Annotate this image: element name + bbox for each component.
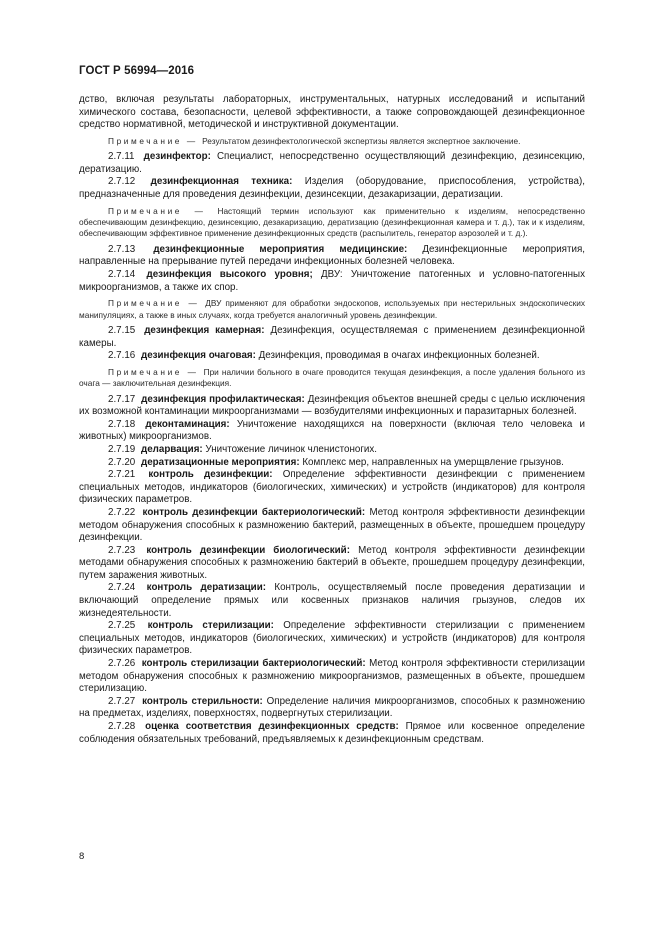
definition-2-7-19 — [79, 444, 585, 457]
note-label: Примечание — — [108, 366, 199, 377]
definition-text: Дезинфекция объектов внешней среды с целью исключения их возможной контаминации микроорганизмами — возбудителями инфекционных и паразитарных болезней. — [79, 393, 585, 418]
document-header-title: ГОСТ Р 56994—2016 — [79, 65, 195, 77]
definition-term: контроль дезинфекции биологический: — [146, 544, 350, 556]
definition-number: 2.7.26 — [108, 658, 136, 670]
definition-text: ДВУ: Уничтожение патогенных и условно-патогенных микроорганизмов, а также их спор. — [79, 268, 585, 293]
definition-2-7-24 — [79, 582, 585, 620]
note-text: ДВУ применяют для обработки эндоскопов, используемых при нестерильных эндоскопических манипуляциях, а также в иных случаях, когда требуется аналогичный уровень дезинфекции. — [79, 298, 586, 320]
definition-text: Уничтожение находящихся на поверхности (включая тело человека и животных) микроорганизмов. — [79, 418, 585, 443]
definition-term: дератизационные мероприятия: — [140, 456, 300, 468]
note — [79, 136, 585, 147]
definition-text: Определение эффективности дезинфекции с применением специальных методов, индикаторов (биологических, химических) и устройств (индикаторов) для контроля физических параметров. — [79, 469, 585, 506]
definition-text: Контроль, осуществляемый после проведения дератизации и включающий определение прямых или косвенных признаков наличия грызунов, следов их жизнедеятельности. — [79, 582, 585, 619]
definition-number: 2.7.17 — [108, 393, 136, 405]
definition-number: 2.7.19 — [108, 443, 136, 455]
definition-number: 2.7.11 — [108, 151, 135, 163]
definition-number: 2.7.21 — [108, 469, 136, 481]
definition-2-7-21 — [79, 469, 585, 507]
definition-term: дезинфекционные мероприятия медицинские: — [153, 243, 408, 255]
definition-number: 2.7.23 — [108, 544, 136, 556]
note-label: Примечание — — [108, 298, 200, 309]
definition-2-7-15 — [79, 325, 585, 350]
note — [79, 206, 585, 240]
definition-2-7-28 — [79, 721, 585, 746]
definition-number: 2.7.22 — [108, 506, 136, 518]
definition-term: контроль дератизации: — [146, 582, 266, 594]
definition-number: 2.7.18 — [108, 418, 136, 430]
definition-2-7-18 — [79, 419, 585, 444]
definition-text: Метод контроля эффективности дезинфекции методами обнаружения способных к размножению бактерий в объекте, прошедшем процедуру дезинфекции, путем заражения животных. — [79, 544, 586, 581]
definition-number: 2.7.25 — [108, 620, 136, 632]
definition-number: 2.7.12 — [108, 176, 136, 188]
note-text: Результатом дезинфектологической экспертизы является экспертное заключение. — [202, 135, 521, 146]
definition-term: деконтаминация: — [145, 418, 230, 430]
definition-term: дезинфекция высокого уровня; — [146, 268, 313, 280]
definition-2-7-20 — [79, 457, 585, 470]
definition-2-7-12 — [79, 176, 585, 201]
definition-text: Определение эффективности стерилизации с применением специальных методов, индикаторов (биологических, химических) и устройств (индикаторов) для контроля физических параметров. — [79, 620, 585, 657]
definition-term: оценка соответствия дезинфекционных средств: — [145, 721, 399, 732]
definition-term: дезинфекция очаговая: — [140, 350, 256, 362]
definition-2-7-27 — [79, 696, 585, 721]
note-label: Примечание — — [108, 205, 206, 216]
page-number: 8 — [79, 851, 85, 862]
definition-number: 2.7.14 — [108, 268, 136, 280]
definition-2-7-17 — [79, 394, 585, 419]
note — [79, 367, 585, 390]
definition-term: контроль дезинфекции: — [148, 469, 273, 481]
note-text: Настоящий термин используют как применительно к изделиям, непосредственно обеспечивающим дезинфекцию, дезинсекцию, дезакаризацию, дератизацию (дезинфекционная камера и т. д.), так и к изделиям, обеспечивающим эффективное применение дезинфекционных средств (распылитель, генератор аэрозолей и т. д.). — [79, 205, 586, 239]
definition-text: Прямое или косвенное определение соблюдения обязательных требований, предъявляемых к дезинфекционным средствам. — [79, 721, 585, 745]
definition-term: контроль стерильности: — [142, 695, 263, 707]
note-label: Примечание — — [108, 135, 198, 146]
definition-number: 2.7.24 — [108, 582, 136, 594]
definition-number: 2.7.20 — [108, 456, 136, 468]
note — [79, 298, 585, 321]
definition-number: 2.7.28 — [108, 721, 136, 732]
definition-text: Комплекс мер, направленных на умерщвление грызунов. — [302, 456, 564, 468]
definition-2-7-23 — [79, 545, 585, 583]
definition-term: дезинфектор: — [143, 151, 211, 163]
definition-number: 2.7.15 — [108, 324, 136, 336]
definition-2-7-25 — [79, 620, 585, 658]
note-text: При наличии больного в очаге проводится текущая дезинфекция, а после удаления больного из очага — заключительная дезинфекция. — [79, 366, 585, 389]
definition-term: контроль стерилизации бактериологический: — [141, 658, 366, 670]
definition-2-7-16 — [79, 350, 585, 363]
definition-text: Определение наличия микроорганизмов, способных к размножению на предметах, изделиях, поверхностях, подвергнутых стерилизации. — [79, 695, 585, 720]
definition-text: Метод контроля эффективности стерилизации методом обнаружения способных к размножению микроорганизмов, размещенных в объекте, прошедшем стерилизацию. — [79, 658, 585, 695]
definition-term: контроль дезинфекции бактериологический: — [142, 506, 366, 518]
definition-2-7-13 — [79, 244, 585, 269]
definition-term: дезинфекция камерная: — [144, 324, 265, 336]
definition-2-7-11 — [79, 151, 585, 176]
definition-text: Уничтожение личинок членистоногих. — [205, 443, 377, 455]
definition-term: контроль стерилизации: — [147, 620, 274, 632]
definition-text: Дезинфекция, проводимая в очагах инфекционных болезней. — [258, 350, 540, 362]
definition-number: 2.7.16 — [108, 350, 136, 362]
definition-text: Изделия (оборудование, приспособления, устройства), предназначенные для проведения дезинфекции, дезинсекции, дезакаризации, дератизации. — [79, 176, 585, 200]
definition-2-7-14 — [79, 269, 585, 294]
definition-text: Дезинфекционные мероприятия, направленные на прерывание путей передачи инфекционных болезней человека. — [79, 243, 585, 268]
document-body — [79, 94, 585, 746]
definition-2-7-22 — [79, 507, 585, 545]
definition-term: дезинфекция профилактическая: — [141, 393, 305, 405]
definition-2-7-26 — [79, 658, 585, 696]
definition-text: Дезинфекция, осуществляемая с применением дезинфекционной камеры. — [79, 324, 585, 349]
definition-number: 2.7.27 — [108, 695, 136, 707]
definition-term: деларвация: — [140, 443, 203, 455]
definition-number: 2.7.13 — [108, 243, 136, 255]
definition-term: дезинфекционная техника: — [150, 176, 293, 188]
definition-text: Метод контроля эффективности дезинфекции методом обнаружения способных к размножению бактерий, размещенных в объекте, прошедшем процедуру дезинфекции. — [79, 506, 585, 544]
definition-text: Специалист, непосредственно осуществляющий дезинфекцию, дезинсекцию, дератизацию. — [79, 151, 585, 175]
intro-continuation: дство, включая результаты лабораторных, инструментальных, натурных исследований и испытаний химического состава, безопасности, целевой эффективности, а также сопровождающей дезинфекционное средство нормативной, методической и инструктивной документации. — [79, 94, 585, 131]
